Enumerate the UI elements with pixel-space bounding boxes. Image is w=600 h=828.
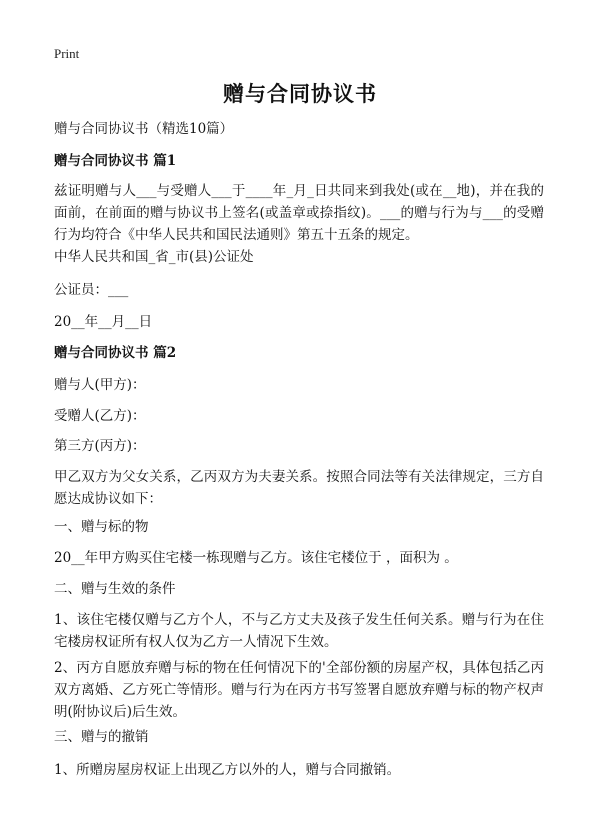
document-subtitle: 赠与合同协议书（精选10篇） — [54, 121, 234, 137]
party-b-line: 受赠人(乙方)： — [54, 408, 146, 424]
clause-gift-object: 20__年甲方购买住宅楼一栋现赠与乙方。该住宅楼位于 ，面积为 。 — [54, 550, 458, 566]
clause-revocation-1: 1、所赠房屋房权证上出现乙方以外的人，赠与合同撤销。 — [54, 762, 401, 778]
party-c-line: 第三方(丙方)： — [54, 438, 146, 454]
notary-office-line: 中华人民共和国_省_市(县)公证处 — [54, 249, 254, 265]
paragraph-notary-statement: 兹证明赠与人___与受赠人___于____年_月_日共同来到我处(或在__地)，并在我的面前，在前面的赠与协议书上签名(或盖章或捺指纹)。___的赠与行为与___的受赠行为均符合《中华人民共和国民法通则》第五十五条的规定。 — [54, 183, 544, 243]
clause-heading-3: 三、赠与的撤销 — [54, 729, 149, 745]
paragraph-condition-1: 1、该住宅楼仅赠与乙方个人，不与乙方丈夫及孩子发生任何关系。赠与行为在住宅楼房权证所有权人仅为乙方一人情况下生效。 — [54, 612, 544, 650]
party-a-line: 赠与人(甲方)： — [54, 377, 146, 393]
clause-heading-1: 一、赠与标的物 — [54, 519, 149, 535]
date-line: 20__年__月__日 — [54, 314, 153, 330]
paragraph-condition-2: 2、丙方自愿放弃赠与标的物在任何情况下的'全部份额的房屋产权，具体包括乙丙双方离婚、乙方死亡等情形。赠与行为在丙方书写签署自愿放弃赠与标的物产权声明(附协议后)后生效。 — [54, 660, 544, 720]
clause-heading-2: 二、赠与生效的条件 — [54, 581, 176, 597]
section-heading-2: 赠与合同协议书 篇2 — [54, 345, 177, 361]
document-title: 赠与合同协议书 — [223, 81, 377, 106]
notary-officer-line: 公证员：___ — [54, 282, 129, 298]
section-heading-1: 赠与合同协议书 篇1 — [54, 153, 177, 169]
print-link[interactable]: Print — [54, 46, 80, 61]
paragraph-relationship: 甲乙双方为父女关系，乙丙双方为夫妻关系。按照合同法等有关法律规定，三方自愿达成协议如下： — [54, 469, 544, 507]
